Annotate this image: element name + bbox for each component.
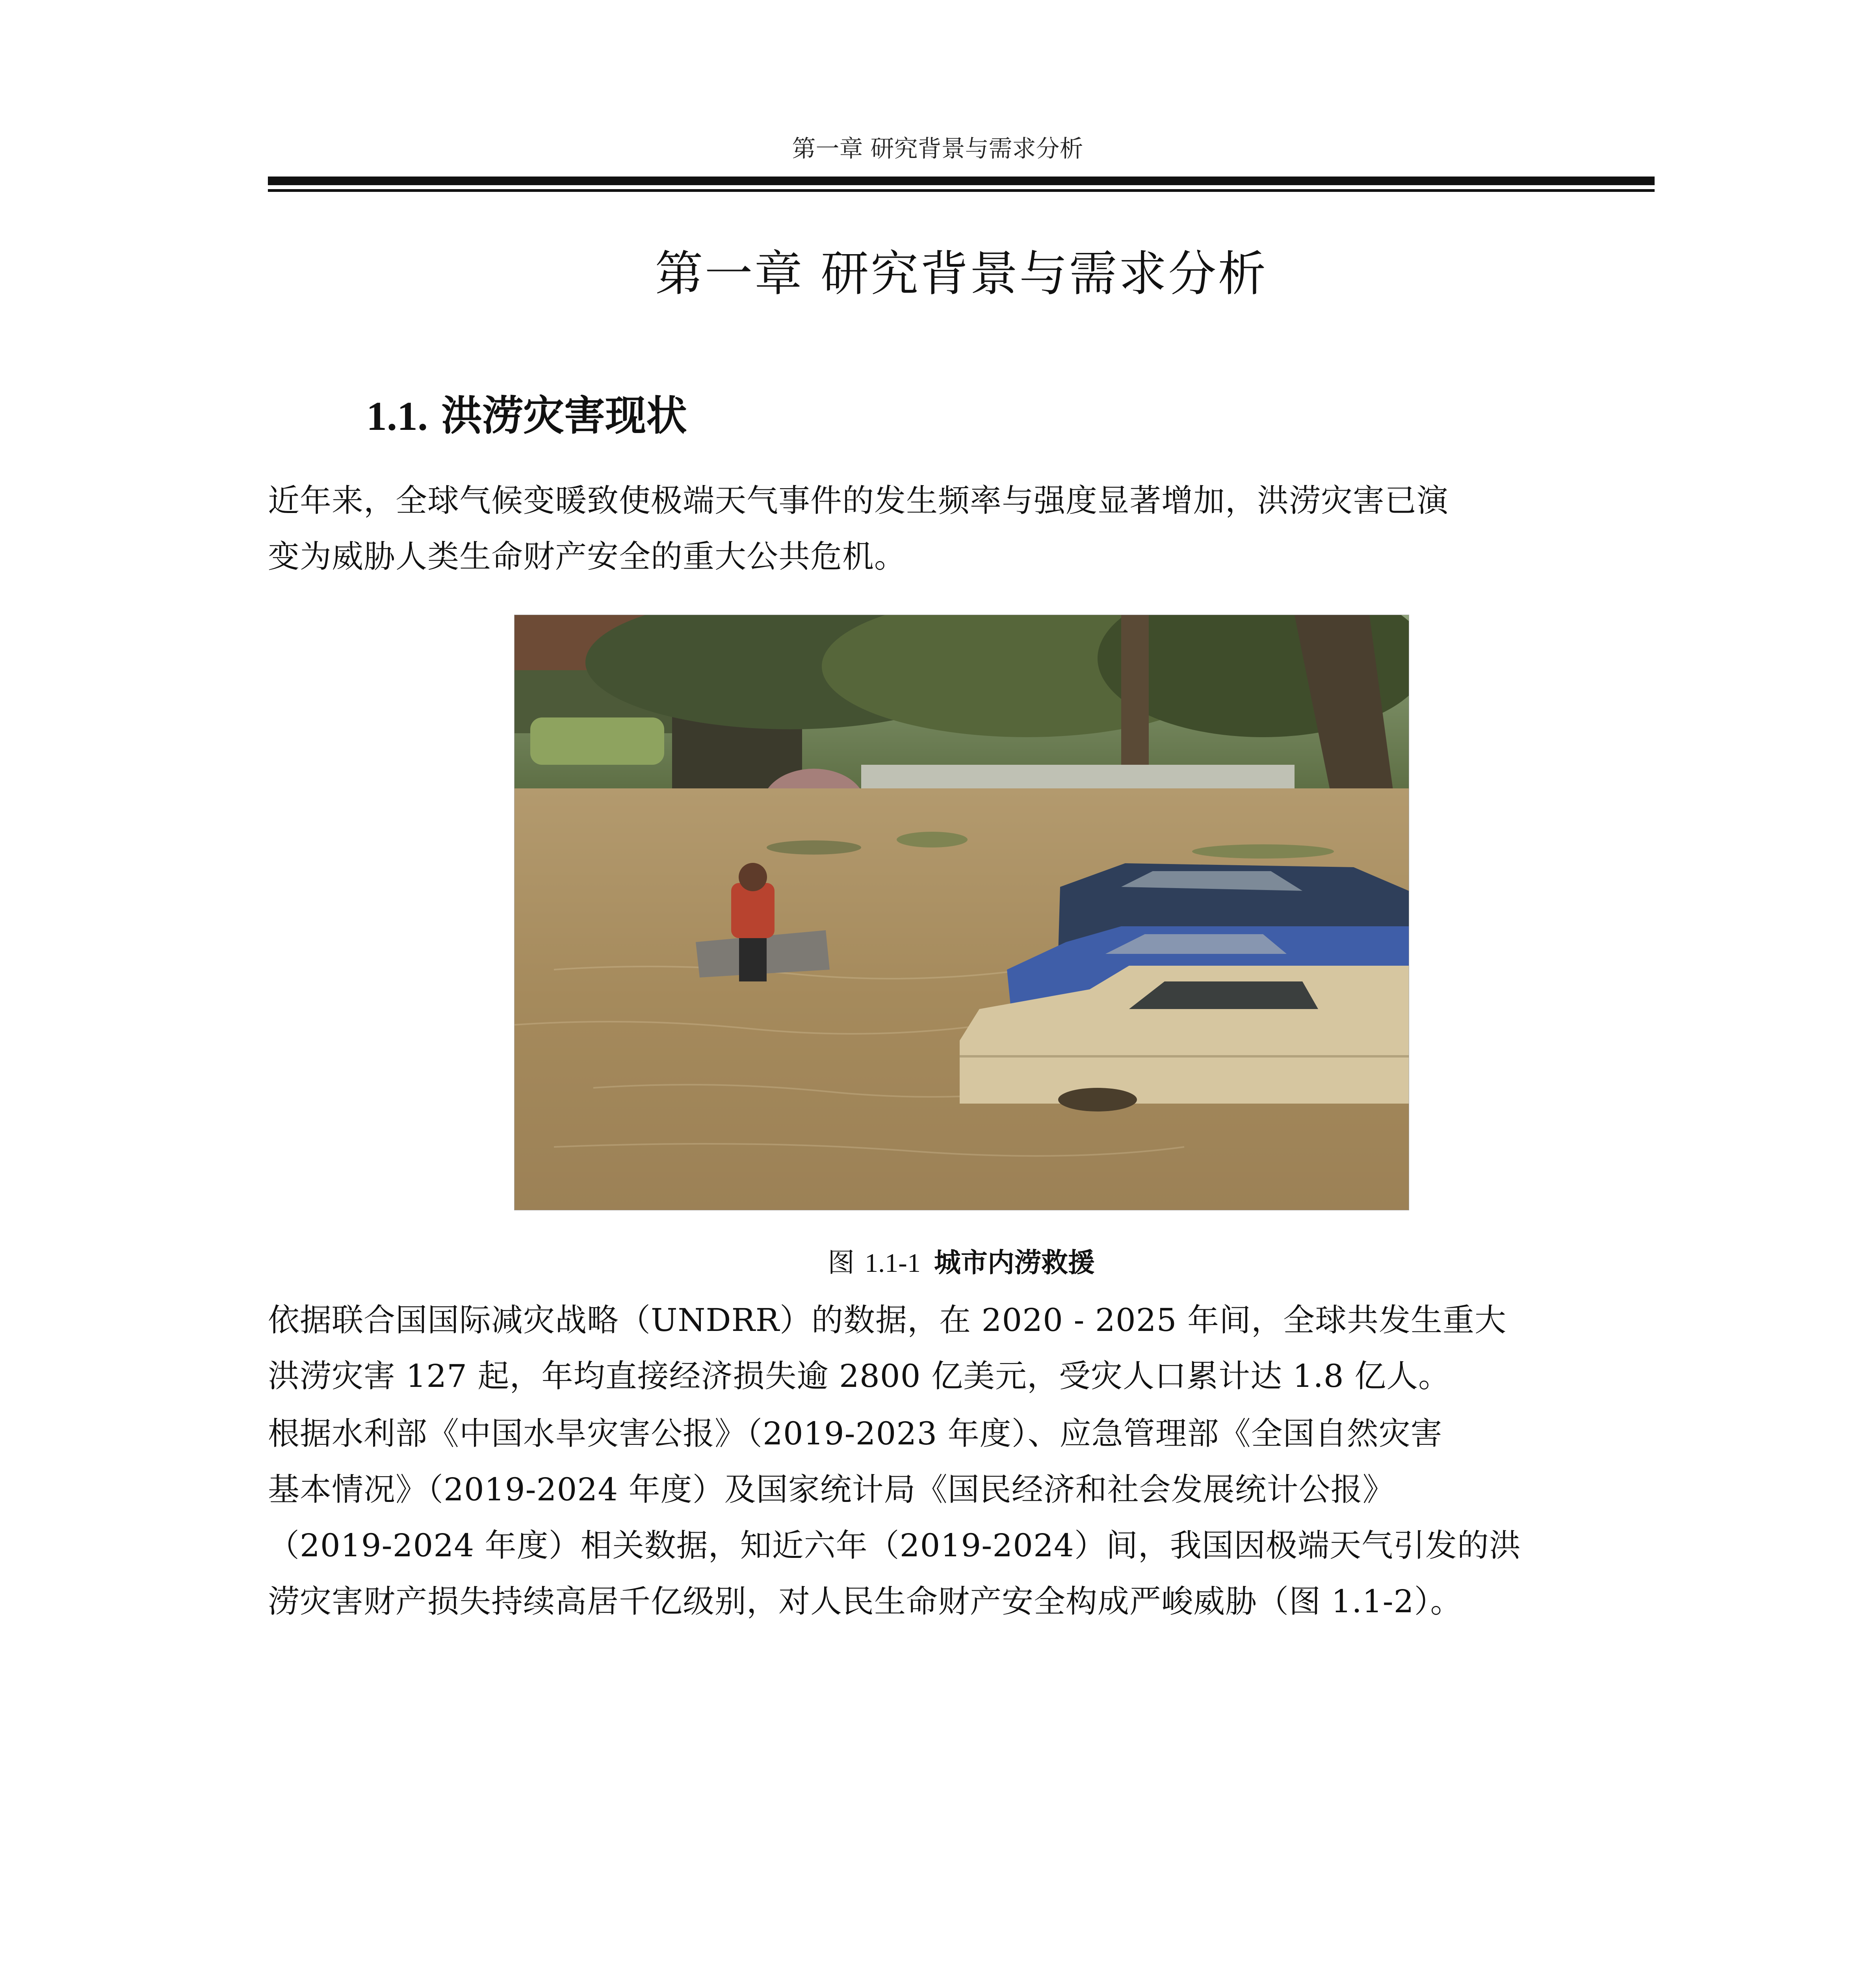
- paragraph-line: 基本情况》（2019-2024 年度）及国家统计局《国民经济和社会发展统计公报》: [268, 1471, 1395, 1508]
- paragraph-line: 洪涝灾害 127 起，年均直接经济损失逾 2800 亿美元，受灾人口累计达 1.8 亿人。: [268, 1358, 1451, 1394]
- figure-label: 图: [828, 1247, 855, 1279]
- section-heading: [366, 386, 687, 446]
- header-rule-thick: [268, 177, 1655, 185]
- paragraph-china-losses: [268, 1406, 1655, 1630]
- flood-rescue-photo: [514, 615, 1409, 1210]
- figure-caption-text: 城市内涝救援: [934, 1247, 1095, 1279]
- paragraph-line: 变为威胁人类生命财产安全的重大公共危机。: [268, 538, 906, 575]
- paragraph-line: （2019-2024 年度）相关数据，知近六年（2019-2024）间，我国因极端天气引发的洪: [268, 1527, 1521, 1564]
- paragraph-undrr: [268, 1292, 1655, 1404]
- paragraph-line: 根据水利部《中国水旱灾害公报》（2019-2023 年度）、应急管理部《全国自然灾害: [268, 1415, 1443, 1452]
- paragraph-line: 近年来，全球气候变暖致使极端天气事件的发生频率与强度显著增加，洪涝灾害已演: [268, 482, 1449, 519]
- paragraph-line: 依据联合国国际减灾战略（UNDRR）的数据，在 2020 - 2025 年间，全球共发生重大: [268, 1302, 1506, 1338]
- chapter-title: 第一章 研究背景与需求分析: [655, 246, 1268, 302]
- running-header: 第一章 研究背景与需求分析: [792, 135, 1083, 163]
- figure-caption: [268, 1245, 1655, 1281]
- section-title: 洪涝灾害现状: [441, 392, 687, 440]
- paragraph-intro: [268, 473, 1655, 585]
- paragraph-line: 涝灾害财产损失持续高居千亿级别，对人民生命财产安全构成严峻威胁（图 1.1-2）。: [268, 1583, 1462, 1620]
- section-number: 1.1.: [366, 394, 428, 439]
- figure-number: 1.1-1: [865, 1248, 921, 1278]
- header-rule-thin: [268, 189, 1655, 192]
